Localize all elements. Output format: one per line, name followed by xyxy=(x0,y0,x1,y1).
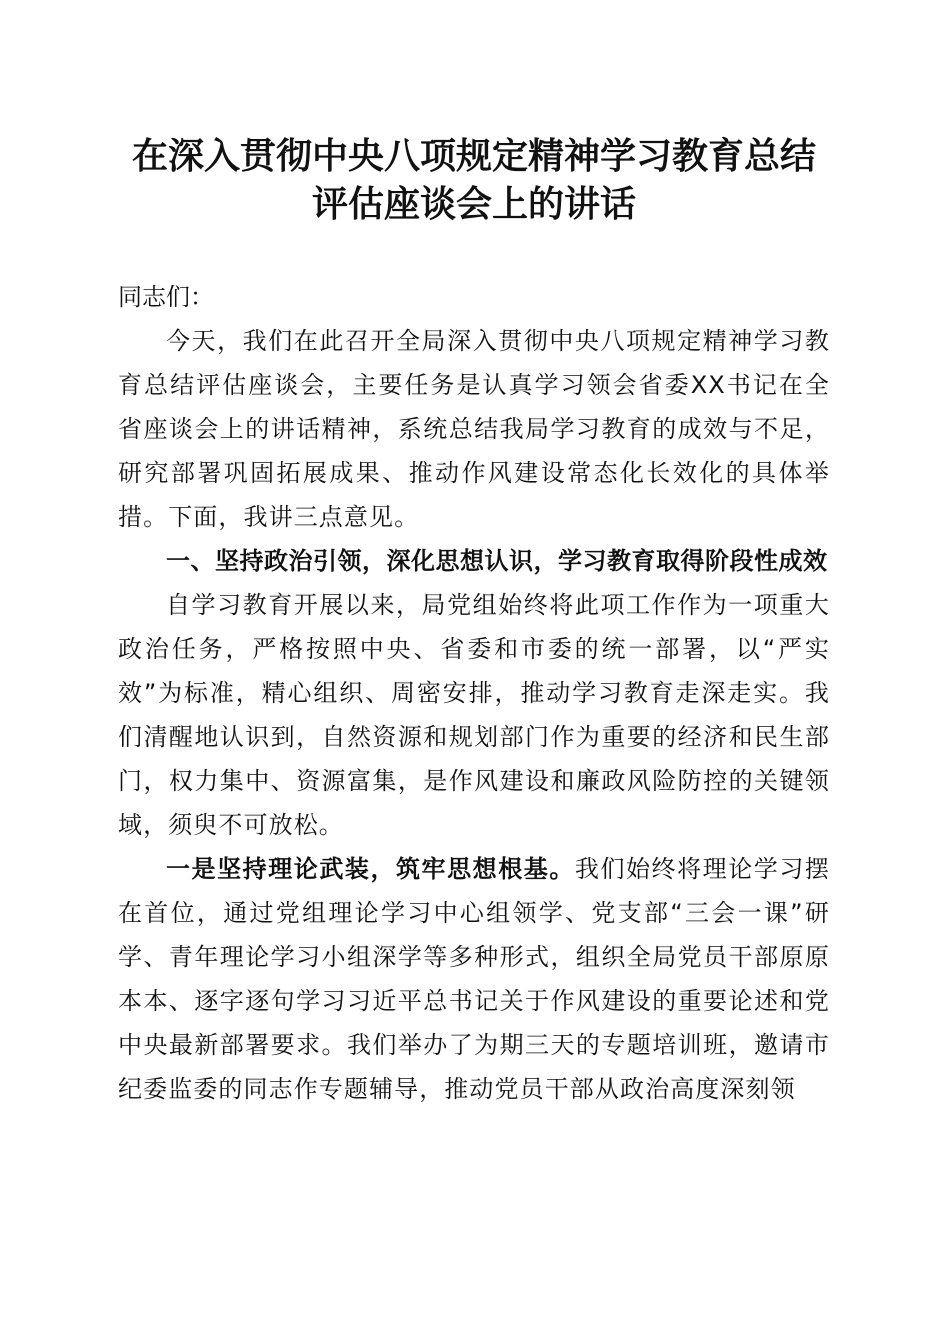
intro-paragraph: 今天，我们在此召开全局深入贯彻中央八项规定精神学习教育总结评估座谈会，主要任务是认真学习领会省委XX书记在全省座谈会上的讲话精神，系统总结我局学习教育的成效与不足，研究部署巩固拓展成果、推动作风建设常态化长效化的具体举措。下面，我讲三点意见。 xyxy=(118,327,830,531)
salutation: 同志们： xyxy=(118,283,214,311)
document-title: 在深入贯彻中央八项规定精神学习教育总结评估座谈会上的讲话 xyxy=(131,135,816,225)
point-1-paragraph xyxy=(118,847,830,1111)
point-1-body: 我们始终将理论学习摆在首位，通过党组理论学习中心组领学、党支部“三会一课”研学、青年理论学习小组深学等多种形式，组织全局党员干部原原本本、逐字逐句学习习近平总书记关于作风建设的重要论述和党中央最新部署要求。我们举办了为期三天的专题培训班，邀请市纪委监委的同志作专题辅导，推动党员干部从政治高度深刻领 xyxy=(118,855,830,1103)
document-page xyxy=(118,132,830,1111)
section-1-paragraph: 自学习教育开展以来，局党组始终将此项工作作为一项重大政治任务，严格按照中央、省委和市委的统一部署，以“严实效”为标准，精心组织、周密安排，推动学习教育走深走实。我们清醒地认识到，自然资源和规划部门作为重要的经济和民生部门，权力集中、资源富集，是作风建设和廉政风险防控的关键领域，须臾不可放松。 xyxy=(118,591,830,839)
section-1-heading: 一、坚持政治引领，深化思想认识，学习教育取得阶段性成效 xyxy=(166,547,828,575)
point-1-lead: 一是坚持理论武装，筑牢思想根基。 xyxy=(166,855,575,883)
